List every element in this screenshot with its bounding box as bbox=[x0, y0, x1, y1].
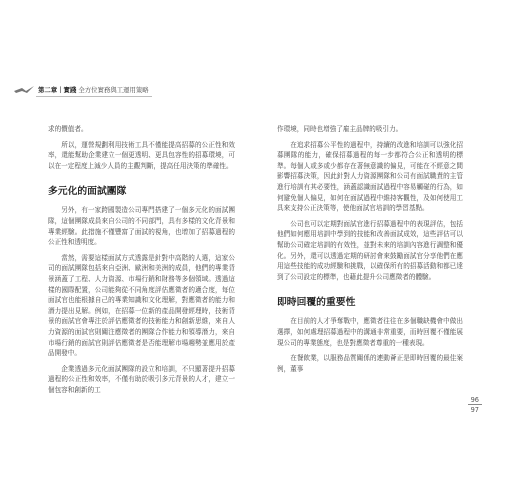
page-number-divider bbox=[468, 404, 482, 405]
page-number-right: 97 bbox=[470, 406, 479, 414]
left-paragraph-1: 求的價值者。 bbox=[48, 125, 88, 133]
right-paragraph-2: 在追求招募公平性的過程中，持續的改進和培訓可以強化招募團隊的能力，確保招募過程的每一步都符合公正和透明的標準。每個人或多或少都存在著無意識的偏見，可能在不經意之間影響招募決策，因此針對人力資源團隊和公司有面試職責的主管進行培訓有其必要性，涵蓋認識面試過程中容易觸碰的行為，如何避免個人偏見，如何在面試過程中維持客觀性，及如何使用工具來支持公正決策等，使他面試官培訓的學習基點。 bbox=[277, 140, 463, 213]
right-paragraph-5: 在餐飲業，以服務品質關係的連動薈正是即時回覆的最佳案例，董事 bbox=[277, 354, 463, 373]
right-paragraph-1: 作環境，同時也增強了雇主品牌的吸引力。 bbox=[277, 125, 403, 133]
right-paragraph-4: 在目前的人才爭奪戰中，應徵者往往在多個職缺機會中做出選擇，如何處理招募過程中的溝通非常重要，而時回覆不僅能展現公司的專業態度，也是對應徵者尊重的一種表現。 bbox=[277, 317, 463, 347]
right-page-column bbox=[277, 124, 463, 374]
header-bird-icon bbox=[14, 86, 34, 95]
running-header bbox=[38, 85, 149, 95]
section-heading-diverse-panel bbox=[48, 185, 235, 199]
right-paragraph-3: 公司也可以定期對面試官進行招募過程中的表現評估，包括他們如何應用培訓中學到的技能和改善面試成效，這些評估可以幫助公司確定培訓的有效性，並對未來的培訓內容進行調整和優化。另外，還可以透過定期的研討會來鼓勵面試官分享他們在應用這些技能的成功經驗和挑戰，以確保所有的招募活動和都已達到了公司設定的標準，也藉此提升公司應徵者的體驗。 bbox=[277, 219, 463, 281]
chapter-title: 全方位實務與工運用策略 bbox=[78, 86, 149, 94]
page-number-left: 96 bbox=[470, 396, 479, 404]
left-paragraph-4: 當然，需要這樣面試方式透露是針對中高階的人選，這家公司的面試團隊包括來自亞洲、歐洲和美洲的成員，他們的專業背景涵蓋了工程、人力資源、市場行銷和財務等多個領域。透過這樣的國際配置，公司能夠從不同角度評估應徵者的適合度，每位面試官也能根據自己的專業知識和文化理解，對應徵者的能力和潛力提出見解。例如，在招募一位新的產品開發經理時，技術背景的面試官會專注於評估應徵者的技術能力和創新思維，來自人力資源的面試官則關注應徵者的團隊合作能力和領導潛力，來自市場行銷的面試官則評估應徵者是否能理解市場趨勢並應用於產品開發中。 bbox=[48, 253, 235, 358]
section-heading-instant-reply bbox=[277, 296, 463, 310]
header-rule bbox=[36, 96, 152, 97]
left-paragraph-3: 另外，有一家跨國製造公司專門搭建了一個多元化的面試團隊，這個團隊成員來自公司的不同部門，具有多樣的文化背景和專業經驗。此措施不僅豐富了面試的視角，也增加了招募過程的公正性和透明度。 bbox=[48, 206, 235, 247]
left-paragraph-2: 所以，運營規劃利用技術工具不僅能提高招募的公正性和效率，還能幫助企業建立一個更透明、更具包容性的招募環境，可以在一定程度上減少人員的主觀判斷，提高任用決策的準確性。 bbox=[48, 140, 235, 170]
left-page-column bbox=[48, 124, 235, 395]
chapter-label: 第二章｜實踐 bbox=[38, 86, 77, 94]
left-paragraph-5: 企業透過多元化面試團隊的設立和培訓，不只顯著提升招募過程的公正性和效率，不僅有助於吸引多元背景的人才，建立一個包容和創新的工 bbox=[48, 364, 235, 394]
section-heading-text: 多元化的面試團隊 bbox=[48, 186, 127, 198]
section-heading-text: 即時回覆的重要性 bbox=[277, 297, 356, 309]
